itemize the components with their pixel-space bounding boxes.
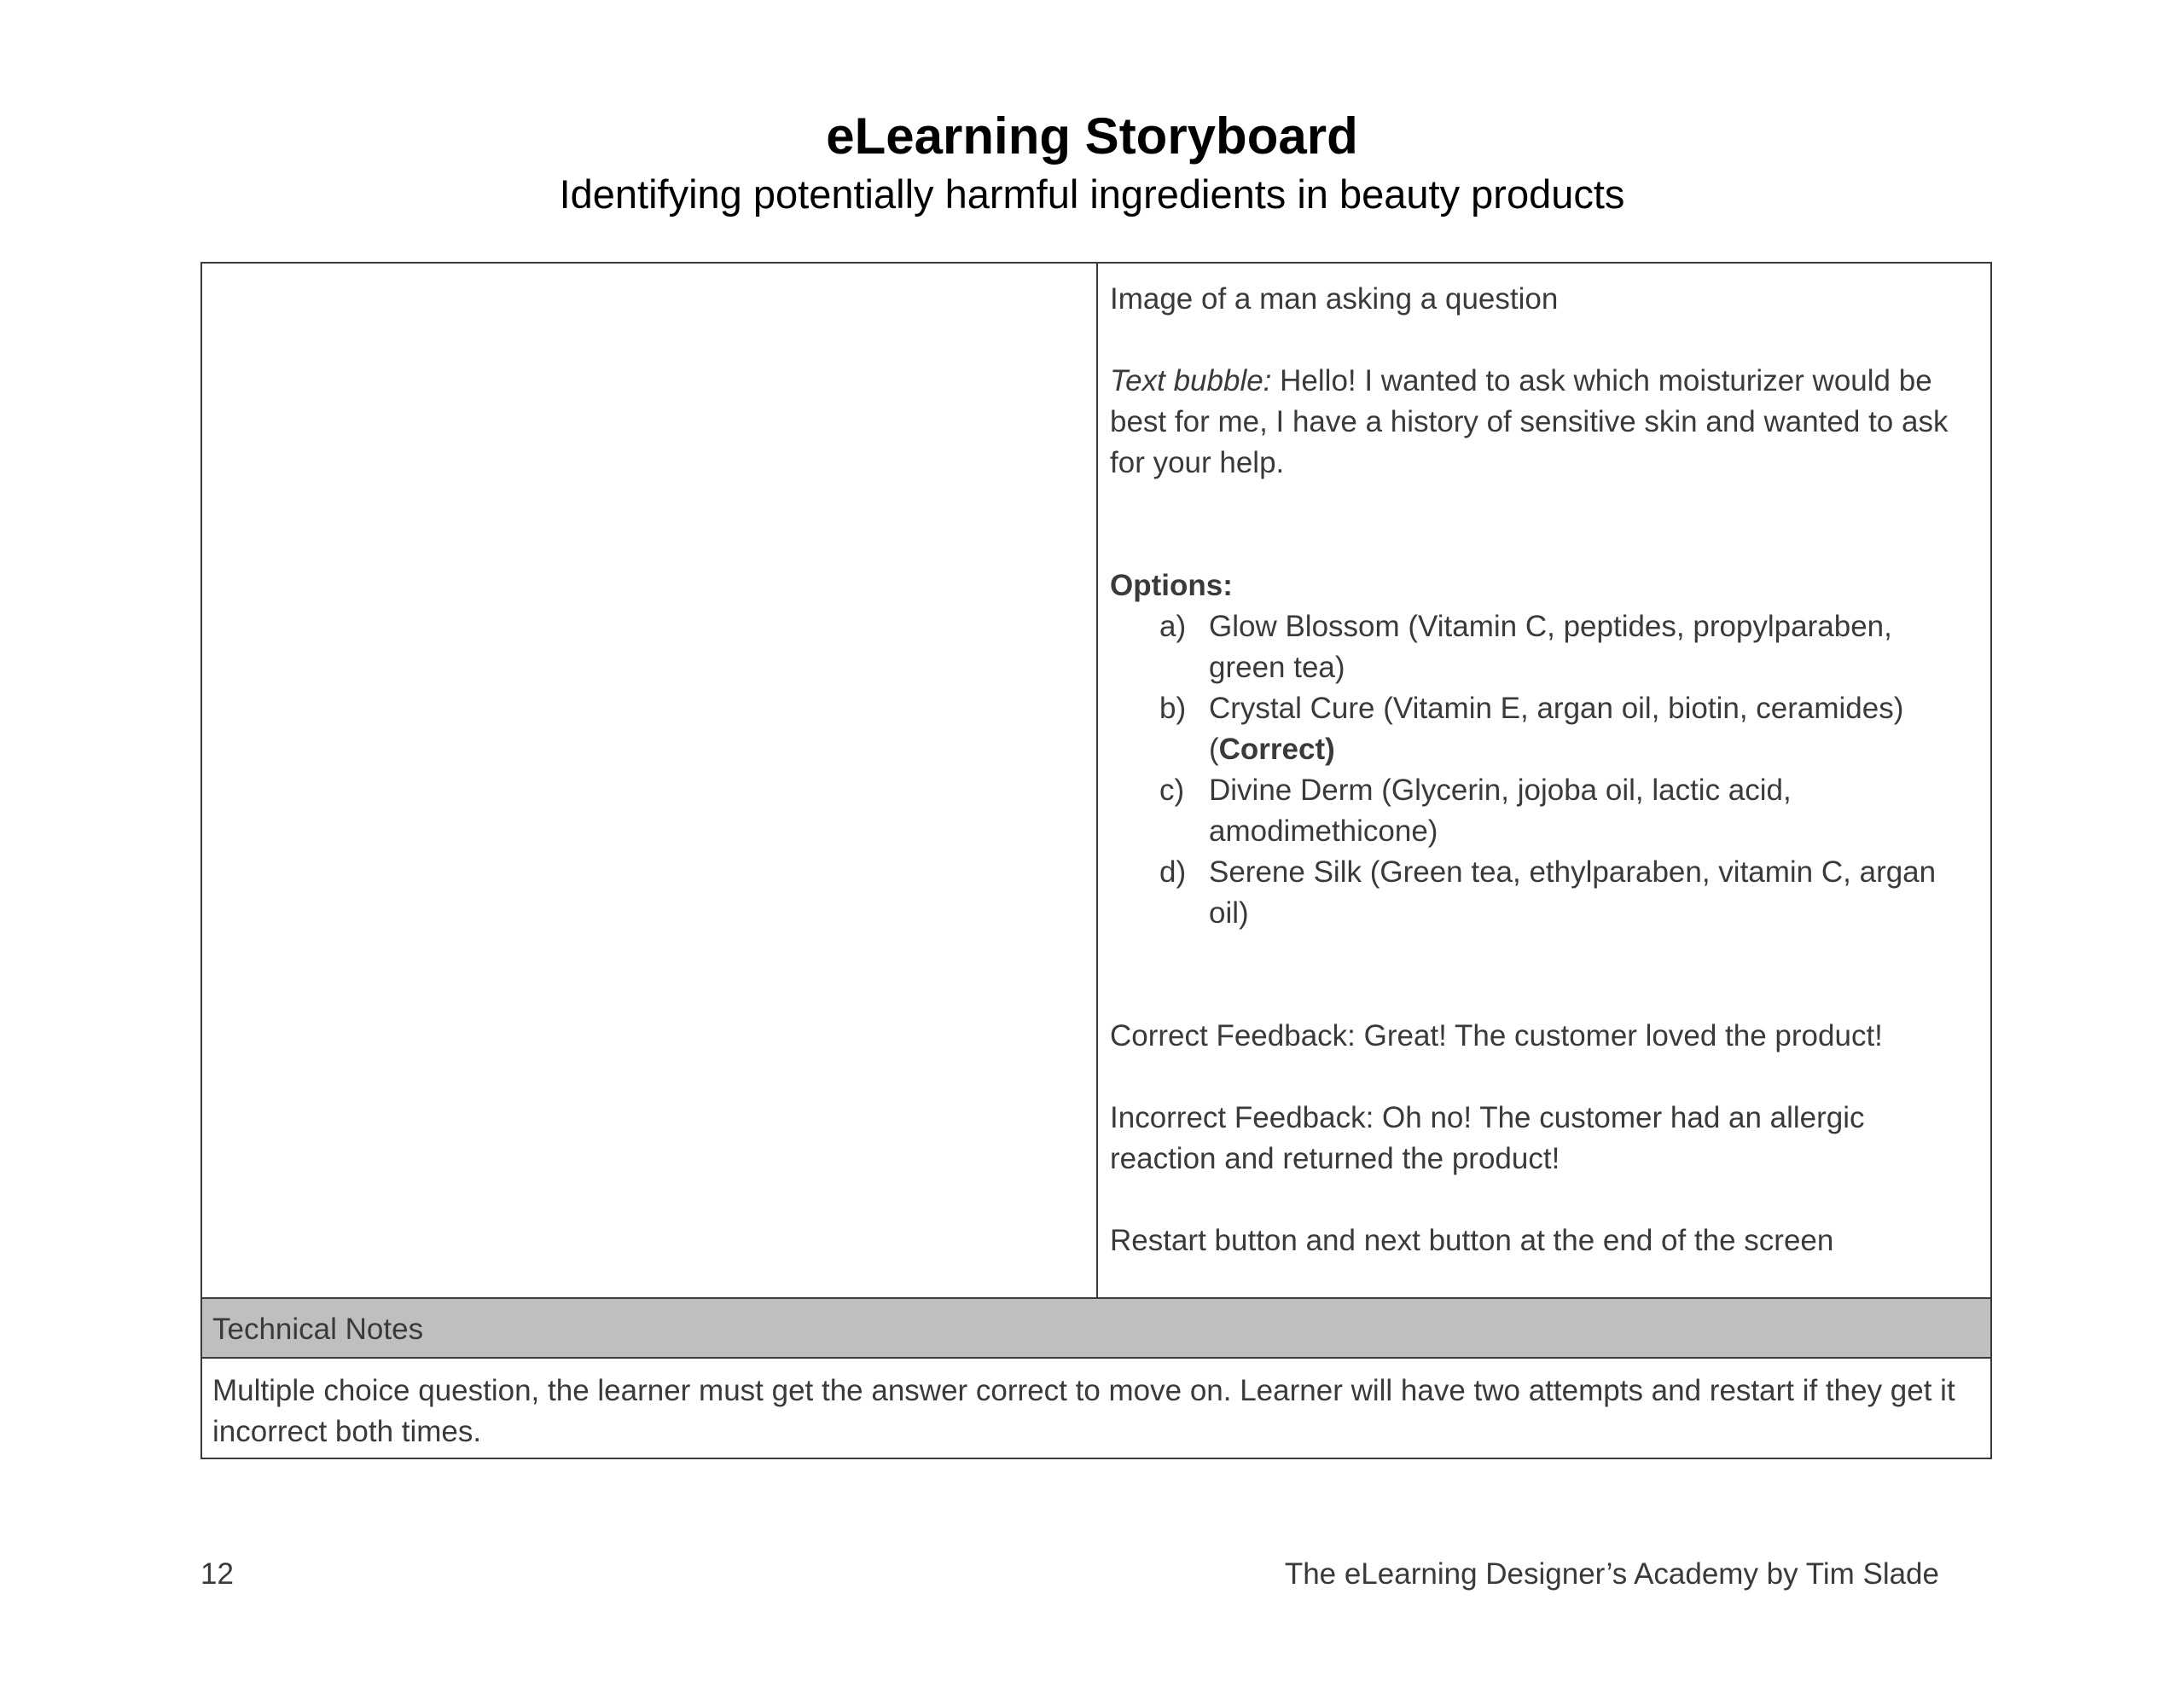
option-text: Divine Derm (Glycerin, jojoba oil, lactic acid, amodimethicone) bbox=[1209, 774, 1792, 848]
option-text: Serene Silk (Green tea, ethylparaben, vitamin C, argan oil) bbox=[1209, 855, 1937, 930]
document-subtitle: Identifying potentially harmful ingredients in beauty products bbox=[559, 171, 1625, 217]
screen-description-cell bbox=[1098, 264, 1990, 1297]
option-text: Crystal Cure (Vitamin E, argan oil, biotin, ceramides) ( bbox=[1209, 692, 1904, 766]
technical-notes-body: Multiple choice question, the learner must get the answer correct to move on. Learner will have two attempts and restart if they get it incorrect both times. bbox=[212, 1374, 1955, 1448]
options-label: Options: bbox=[1110, 569, 1233, 602]
options-list bbox=[1110, 606, 1965, 934]
visual-placeholder-cell bbox=[202, 264, 1098, 1297]
image-description: Image of a man asking a question bbox=[1110, 282, 1559, 316]
option-item bbox=[1110, 770, 1965, 852]
correct-marker: Correct) bbox=[1218, 733, 1335, 766]
correct-feedback: Correct Feedback: Great! The customer loved the product! bbox=[1110, 1019, 1883, 1052]
text-bubble-text: Hello! I wanted to ask which moisturizer would be best for me, I have a history of sensitive skin and wanted to ask for your help. bbox=[1110, 364, 1949, 479]
footer-credit: The eLearning Designer’s Academy by Tim Slade bbox=[1284, 1557, 1939, 1591]
text-bubble-label: Text bubble: bbox=[1110, 364, 1272, 397]
technical-notes-header: Technical Notes bbox=[202, 1297, 1990, 1359]
incorrect-feedback: Incorrect Feedback: Oh no! The customer had an allergic reaction and returned the product! bbox=[1110, 1101, 1865, 1175]
option-letter: c) bbox=[1159, 774, 1185, 807]
text-bubble bbox=[1110, 361, 1965, 484]
option-letter: b) bbox=[1159, 692, 1187, 725]
page-number: 12 bbox=[200, 1557, 234, 1591]
option-letter: d) bbox=[1159, 855, 1187, 889]
buttons-note: Restart button and next button at the end of the screen bbox=[1110, 1224, 1834, 1257]
document-title: eLearning Storyboard bbox=[826, 107, 1358, 165]
storyboard-table bbox=[200, 262, 1992, 1459]
option-item bbox=[1110, 688, 1965, 770]
option-item bbox=[1110, 852, 1965, 934]
option-letter: a) bbox=[1159, 610, 1187, 643]
option-item bbox=[1110, 606, 1965, 688]
option-text: Glow Blossom (Vitamin C, peptides, propylparaben, green tea) bbox=[1209, 610, 1892, 684]
